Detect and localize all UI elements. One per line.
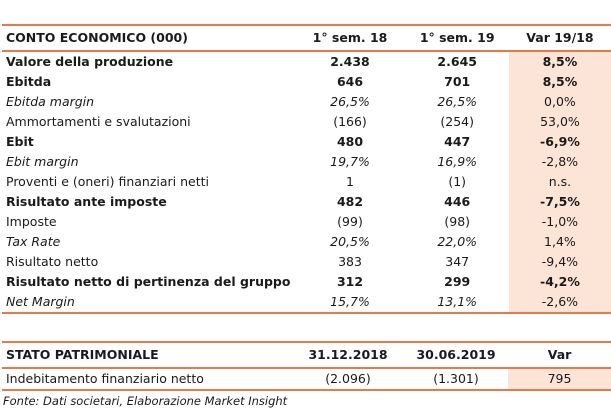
row-value-h1-18: 19,7% <box>330 154 370 169</box>
table-row <box>2 51 611 72</box>
table-row <box>2 212 611 232</box>
row-label: Risultato netto <box>6 254 99 269</box>
row-value-var: 0,0% <box>509 92 611 112</box>
row-value-var: 795 <box>508 368 611 390</box>
row-value-var: -2,6% <box>509 292 611 313</box>
header-col-2019: 30.06.2019 <box>404 342 508 368</box>
row-label: Ebit margin <box>6 154 79 169</box>
row-value-h1-18: 480 <box>336 134 364 149</box>
row-value-h1-19: 26,5% <box>437 94 478 109</box>
row-value-h1-19: 347 <box>445 254 470 269</box>
row-value-var: -9,4% <box>509 252 611 272</box>
row-value-var: -4,2% <box>509 272 611 292</box>
table-row <box>2 272 611 292</box>
row-value-h1-18: 383 <box>338 254 362 269</box>
table-row <box>2 172 611 192</box>
row-value-h1-18: 646 <box>336 74 364 89</box>
row-label: Valore della produzione <box>6 54 174 69</box>
income-statement-table <box>2 24 611 314</box>
table-row <box>2 152 611 172</box>
row-value-var: -6,9% <box>509 132 611 152</box>
header-col-2018: 31.12.2018 <box>292 342 404 368</box>
source-note: Fonte: Dati societari, Elaborazione Market Insight <box>3 394 288 408</box>
table-row <box>2 192 611 212</box>
row-value-h1-19: 447 <box>444 134 471 149</box>
header-col-h1-18: 1° sem. 18 <box>294 25 405 51</box>
header-label: CONTO ECONOMICO (000) <box>2 25 294 51</box>
row-value-h1-18: 482 <box>336 194 364 209</box>
row-value-var: -2,8% <box>509 152 611 172</box>
table-row <box>2 252 611 272</box>
row-value-h1-19: (254) <box>440 114 474 129</box>
row-value-h1-19: (1) <box>448 174 467 189</box>
table-row <box>2 112 611 132</box>
row-value-h1-19: 299 <box>444 274 471 289</box>
row-value-var: -7,5% <box>509 192 611 212</box>
row-label: Tax Rate <box>6 234 61 249</box>
table-row <box>2 92 611 112</box>
row-value-h1-18: 1 <box>346 174 354 189</box>
row-label: Ebit <box>6 134 34 149</box>
header-col-h1-19: 1° sem. 19 <box>406 25 509 51</box>
row-value-h1-19: 2.645 <box>437 54 477 69</box>
table-row <box>2 368 611 390</box>
row-value-var: 1,4% <box>509 232 611 252</box>
income-header-row <box>2 25 611 51</box>
row-value-h1-18: 20,5% <box>330 234 370 249</box>
row-label: Indebitamento finanziario netto <box>2 368 292 390</box>
table-row <box>2 292 611 313</box>
row-value-2019: (1.301) <box>404 368 508 390</box>
row-value-h1-18: 312 <box>336 274 364 289</box>
row-value-h1-19: 13,1% <box>406 292 509 313</box>
row-value-2018: (2.096) <box>292 368 404 390</box>
row-value-h1-18: (166) <box>333 114 367 129</box>
row-value-h1-19: 446 <box>444 194 471 209</box>
row-label: Risultato netto di pertinenza del gruppo <box>6 274 291 289</box>
row-value-var: -1,0% <box>509 212 611 232</box>
row-value-h1-19: (98) <box>444 214 471 229</box>
row-label: Imposte <box>6 214 57 229</box>
row-value-var: 53,0% <box>509 112 611 132</box>
row-label: Net Margin <box>2 292 294 313</box>
row-value-var: 8,5% <box>509 51 611 72</box>
row-value-var: 8,5% <box>509 72 611 92</box>
table-row <box>2 72 611 92</box>
row-value-h1-18: 2.438 <box>330 54 370 69</box>
balance-header-row <box>2 342 611 368</box>
table-row <box>2 232 611 252</box>
balance-sheet-table <box>2 341 611 391</box>
row-label: Ebitda margin <box>6 94 95 109</box>
row-value-var: n.s. <box>509 172 611 192</box>
header-col-var: Var 19/18 <box>509 25 611 51</box>
row-label: Risultato ante imposte <box>6 194 167 209</box>
row-value-h1-19: 22,0% <box>437 234 478 249</box>
row-label: Proventi e (oneri) finanziari netti <box>6 174 209 189</box>
row-value-h1-19: 16,9% <box>437 154 478 169</box>
row-value-h1-18: (99) <box>337 214 363 229</box>
row-value-h1-18: 15,7% <box>294 292 405 313</box>
row-value-h1-18: 26,5% <box>330 94 370 109</box>
row-value-h1-19: 701 <box>444 74 471 89</box>
row-label: Ammortamenti e svalutazioni <box>6 114 191 129</box>
table-row <box>2 132 611 152</box>
row-label: Ebitda <box>6 74 52 89</box>
header-label: STATO PATRIMONIALE <box>2 342 292 368</box>
header-col-var: Var <box>508 342 611 368</box>
